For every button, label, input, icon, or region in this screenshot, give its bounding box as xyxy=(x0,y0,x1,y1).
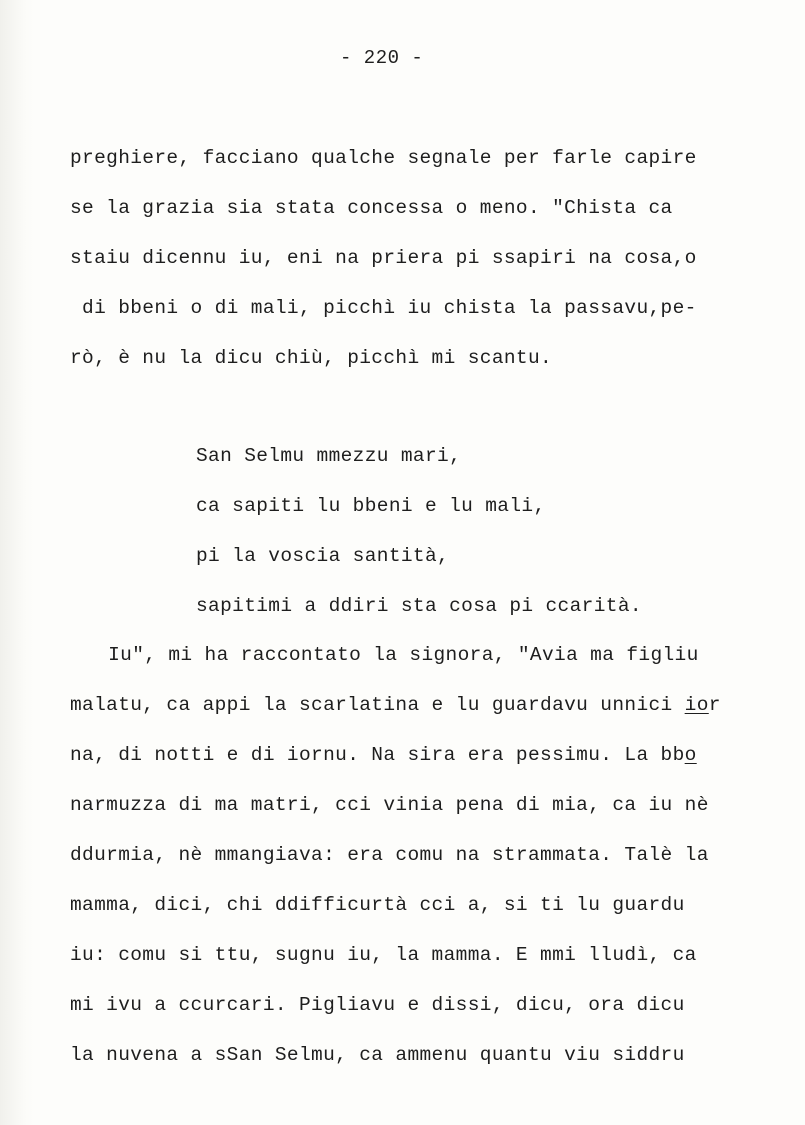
text-line: mi ivu a ccurcari. Pigliavu e dissi, dicu, ora dicu xyxy=(70,994,685,1016)
underlined-letter: o xyxy=(684,744,697,766)
text-line: iu: comu si ttu, sugnu iu, la mamma. E mmi lludì, ca xyxy=(70,944,697,966)
text-line: mamma, dici, chi ddifficurtà cci a, si ti lu guardu xyxy=(70,894,685,916)
verse-line: pi la voscia santità, xyxy=(196,545,450,567)
text-line: narmuzza di ma matri, cci vinia pena di mia, ca iu nè xyxy=(70,794,709,816)
text-line: Iu", mi ha raccontato la signora, "Avia ma figliu xyxy=(84,644,699,666)
text-segment: r xyxy=(708,694,721,716)
text-line: preghiere, facciano qualche segnale per farle capire xyxy=(70,147,697,169)
text-segment: malatu, ca appi la scarlatina e lu guardavu unnici xyxy=(70,694,685,716)
verse-line: San Selmu mmezzu mari, xyxy=(196,445,462,467)
verse-line: sapitimi a ddiri sta cosa pi ccarità. xyxy=(196,595,642,617)
text-line-with-underline xyxy=(70,742,697,768)
text-line-with-underline xyxy=(70,692,721,718)
text-line: staiu dicennu iu, eni na priera pi ssapiri na cosa,o xyxy=(70,247,697,269)
page-number: - 220 - xyxy=(340,47,424,69)
text-line: la nuvena a sSan Selmu, ca ammenu quantu viu siddru xyxy=(70,1044,685,1066)
text-line: ddurmia, nè mmangiava: era comu na strammata. Talè la xyxy=(70,844,709,866)
underlined-letter: io xyxy=(684,694,709,716)
verse-line: ca sapiti lu bbeni e lu mali, xyxy=(196,495,546,517)
scan-edge-shadow xyxy=(0,0,34,1125)
text-line: se la grazia sia stata concessa o meno. "Chista ca xyxy=(70,197,673,219)
text-segment: na, di notti e di iornu. Na sira era pessimu. La bb xyxy=(70,744,685,766)
text-line: di bbeni o di mali, picchì iu chista la passavu,pe- xyxy=(70,297,697,319)
text-line: rò, è nu la dicu chiù, picchì mi scantu. xyxy=(70,347,553,369)
